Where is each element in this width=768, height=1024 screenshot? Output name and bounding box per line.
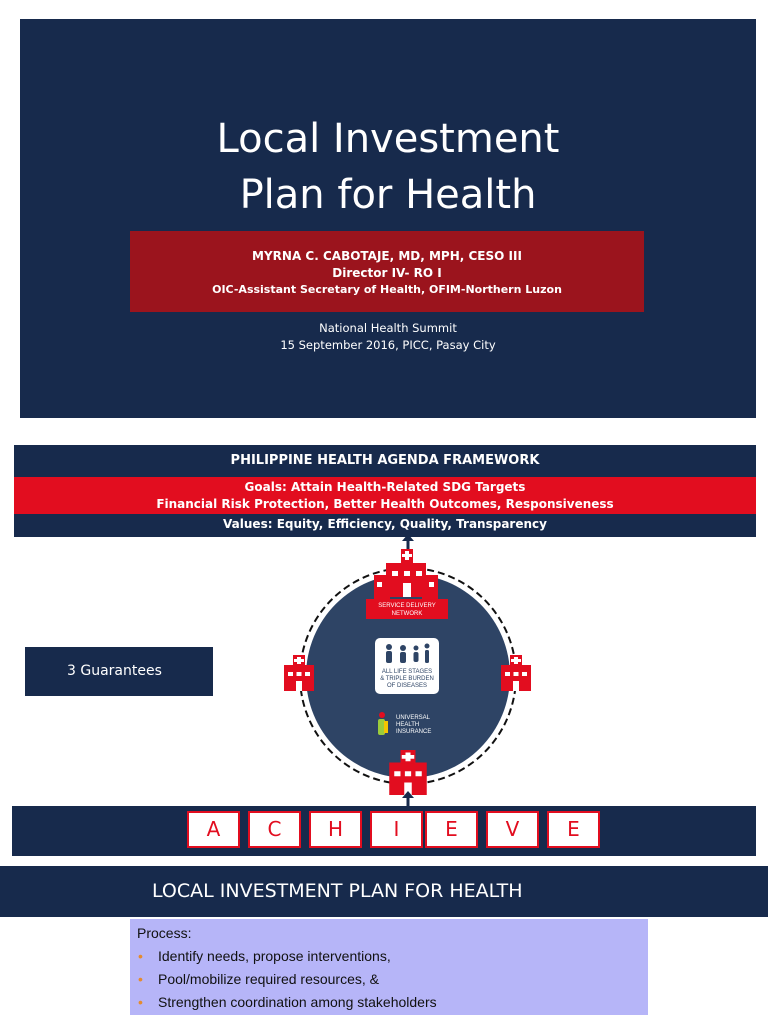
achieve-letter: I	[370, 811, 423, 848]
process-item	[137, 948, 648, 965]
arrow-top-head	[402, 535, 414, 541]
process-heading: Process:	[137, 925, 192, 941]
guarantees-box: 3 Guarantees	[25, 647, 213, 696]
lip-title: LOCAL INVESTMENT PLAN FOR HEALTH	[0, 866, 768, 917]
goals-line-1: Goals: Attain Health-Related SDG Targets	[244, 480, 526, 494]
goals-band	[14, 477, 756, 514]
framework-title: PHILIPPINE HEALTH AGENDA FRAMEWORK	[14, 445, 756, 477]
event-name: National Health Summit	[319, 321, 457, 335]
achieve-letter: C	[248, 811, 301, 848]
title-slide	[20, 19, 756, 418]
achieve-letter: A	[187, 811, 240, 848]
presenter-role: Director IV- RO I	[332, 266, 442, 280]
process-box	[130, 919, 648, 1015]
framework-diagram	[260, 535, 540, 807]
achieve-letter: H	[309, 811, 362, 848]
process-item-text: Pool/mobilize required resources, &	[158, 971, 379, 987]
bullet-icon: •	[138, 971, 143, 987]
process-item-text: Identify needs, propose interventions,	[158, 948, 391, 964]
bullet-icon: •	[138, 948, 143, 964]
process-item	[137, 994, 648, 1011]
achieve-letter: E	[425, 811, 478, 848]
presenter-name: MYRNA C. CABOTAJE, MD, MPH, CESO III	[252, 249, 522, 263]
values-band: Values: Equity, Efficiency, Quality, Transparency	[14, 514, 756, 537]
uhi-line-1: UNIVERSAL	[396, 715, 431, 721]
bullet-icon: •	[138, 994, 143, 1010]
presenter-office: OIC-Assistant Secretary of Health, OFIM-Northern Luzon	[212, 283, 562, 296]
life-stages-card	[375, 638, 439, 694]
goals-line-2: Financial Risk Protection, Better Health Outcomes, Responsiveness	[156, 497, 614, 511]
title-line-2: Plan for Health	[239, 172, 537, 218]
process-item-text: Strengthen coordination among stakeholders	[158, 994, 437, 1010]
life-stages-line-3: OF DISEASES	[386, 683, 428, 689]
event-info	[20, 320, 756, 354]
event-date-place: 15 September 2016, PICC, Pasay City	[280, 338, 496, 352]
service-delivery-line-2: NETWORK	[391, 611, 423, 617]
presenter-band	[130, 231, 644, 312]
achieve-letter: E	[547, 811, 600, 848]
slide-title	[20, 111, 756, 223]
life-stages-line-1: ALL LIFE STAGES	[381, 669, 433, 675]
life-stages-line-2: & TRIPLE BURDEN	[380, 676, 434, 682]
process-item	[137, 971, 648, 988]
title-line-1: Local Investment	[216, 116, 560, 162]
achieve-letter: V	[486, 811, 539, 848]
uhi-line-3: INSURANCE	[396, 729, 432, 735]
uhi-line-2: HEALTH	[396, 722, 420, 728]
service-delivery-line-1: SERVICE DELIVERY	[378, 603, 436, 609]
